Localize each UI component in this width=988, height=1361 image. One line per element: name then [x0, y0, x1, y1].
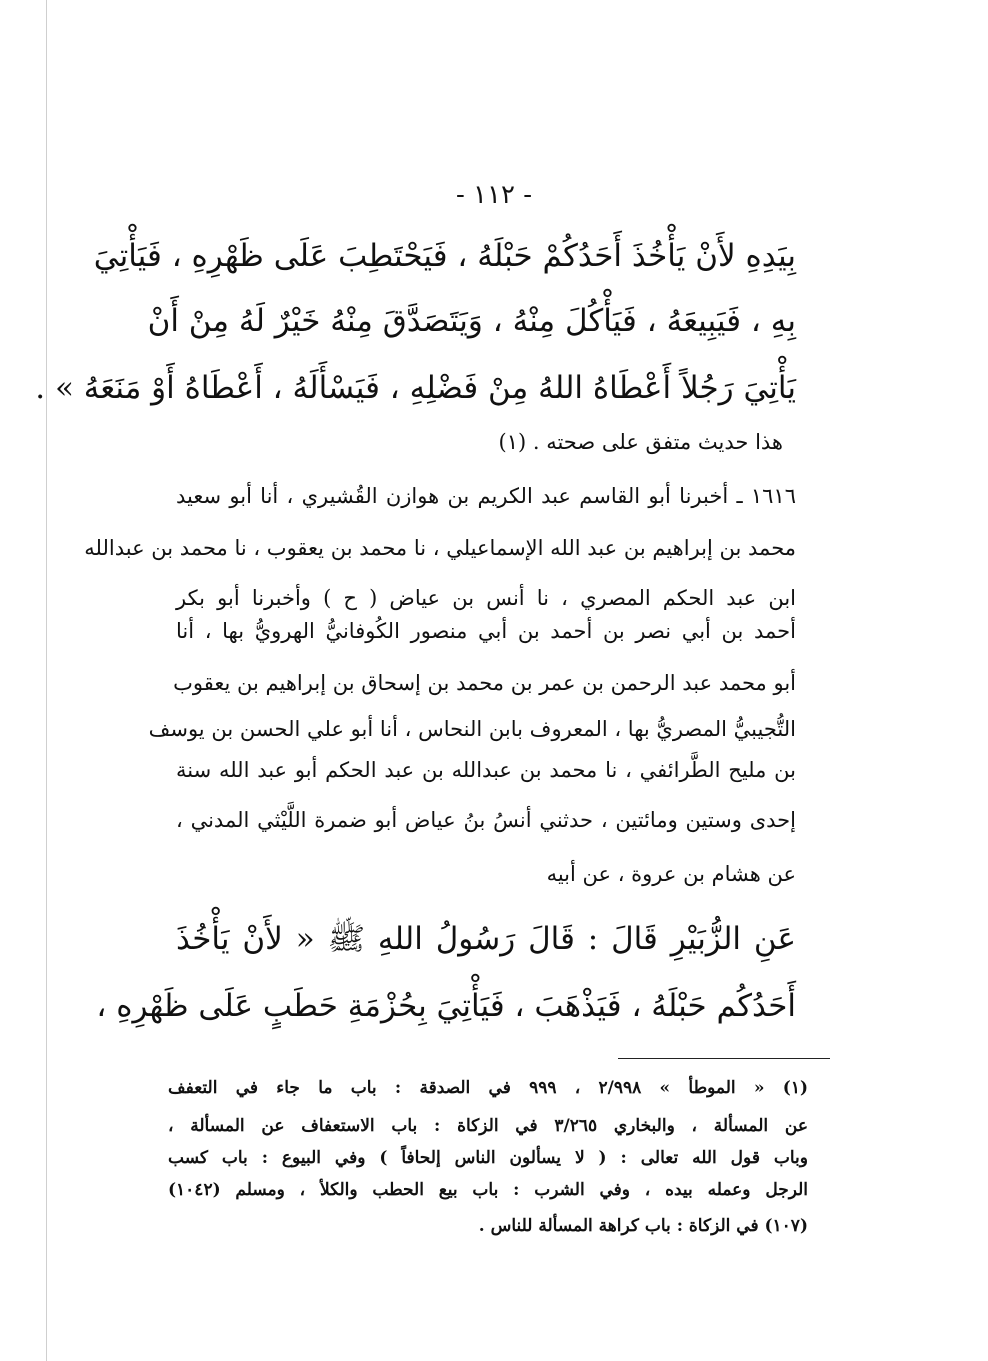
isnad-line: ابن عبد الحكم المصري ، نا أنس بن عياض ( ح ) وأخبرنا أبو بكر	[176, 586, 796, 610]
footnote-line: وباب قول الله تعالى : ( لا يسألون الناس إلحافاً ) وفي البيوع : باب كسب	[168, 1148, 808, 1168]
isnad-line: محمد بن إبراهيم بن عبد الله الإسماعيلي ، نا محمد بن يعقوب ، نا محمد بن عبدالله	[84, 536, 796, 560]
isnad-line: أبو محمد عبد الرحمن بن عمر بن محمد بن إسحاق بن إبراهيم بن يعقوب	[173, 671, 796, 695]
isnad-line: التُّجيبيُّ المصريُّ بها ، المعروف بابن النحاس ، أنا أبو علي الحسن بن يوسف	[148, 717, 796, 741]
isnad-line: ١٦١٦ ـ أخبرنا أبو القاسم عبد الكريم بن هوازن القُشيري ، أنا أبو سعيد	[176, 484, 796, 508]
hadith-line: أَحَدُكُم حَبْلَهُ ، فَيَذْهَبَ ، فَيَأْتِيَ بِحُزْمَةِ حَطَبٍ عَلَى ظَهْرِهِ ،	[96, 988, 796, 1024]
footnote-line: الرجل وعمله بيده ، وفي الشرب : باب بيع الحطب والكلأ ، ومسلم (١٠٤٢)	[168, 1180, 808, 1200]
isnad-line: إحدى وستين ومائتين ، حدثني أنسُ بنُ عياض أبو ضمرة اللَّيْثي المدني ،	[176, 808, 796, 832]
hadith-line: بِيَدِهِ لأَنْ يَأْخُذَ أَحَدُكُمْ حَبْلَهُ ، فَيَحْتَطِبَ عَلَى ظَهْرِهِ ، فَيَأْتِيَ	[93, 238, 796, 274]
hadith-line: عَنِ الزُّبَيْرِ قَالَ : قَالَ رَسُولُ اللهِ ﷺ « لأَنْ يَأْخُذَ	[176, 921, 796, 957]
isnad-line: بن مليح الطَّرائفي ، نا محمد بن عبدالله بن عبد الحكم أبو عبد الله سنة	[176, 758, 796, 782]
footnote-separator	[618, 1058, 830, 1059]
hadith-line: بِهِ ، فَيَبِيعَهُ ، فَيَأْكُلَ مِنْهُ ، وَيَتَصَدَّقَ مِنْهُ خَيْرٌ لَهُ مِنْ أَنْ	[147, 303, 796, 339]
authenticity-verdict: هذا حديث متفق على صحته . (١)	[498, 430, 783, 454]
isnad-line: أحمد بن أبي نصر بن أحمد بن أبي منصور الكُوفانيُّ الهرويُّ بها ، أنا	[176, 619, 796, 643]
footnote-line: (١) « الموطأ » ٢/٩٩٨ ، ٩٩٩ في الصدقة : باب ما جاء في التعفف	[168, 1078, 808, 1098]
footnote-line: (١٠٧) في الزكاة : باب كراهة المسألة للناس .	[478, 1216, 808, 1236]
footnote-line: عن المسألة ، والبخاري ٣/٢٦٥ في الزكاة : باب الاستعفاف عن المسألة ،	[168, 1116, 809, 1136]
isnad-line: عن هشام بن عروة ، عن أبيه	[546, 862, 796, 886]
page-number: - ١١٢ -	[455, 180, 533, 210]
hadith-line: يَأْتِيَ رَجُلاً أَعْطَاهُ اللهُ مِنْ فَضْلِهِ ، فَيَسْأَلَهُ ، أَعْطَاهُ أَوْ مَنَعَهُ » .	[35, 370, 796, 406]
